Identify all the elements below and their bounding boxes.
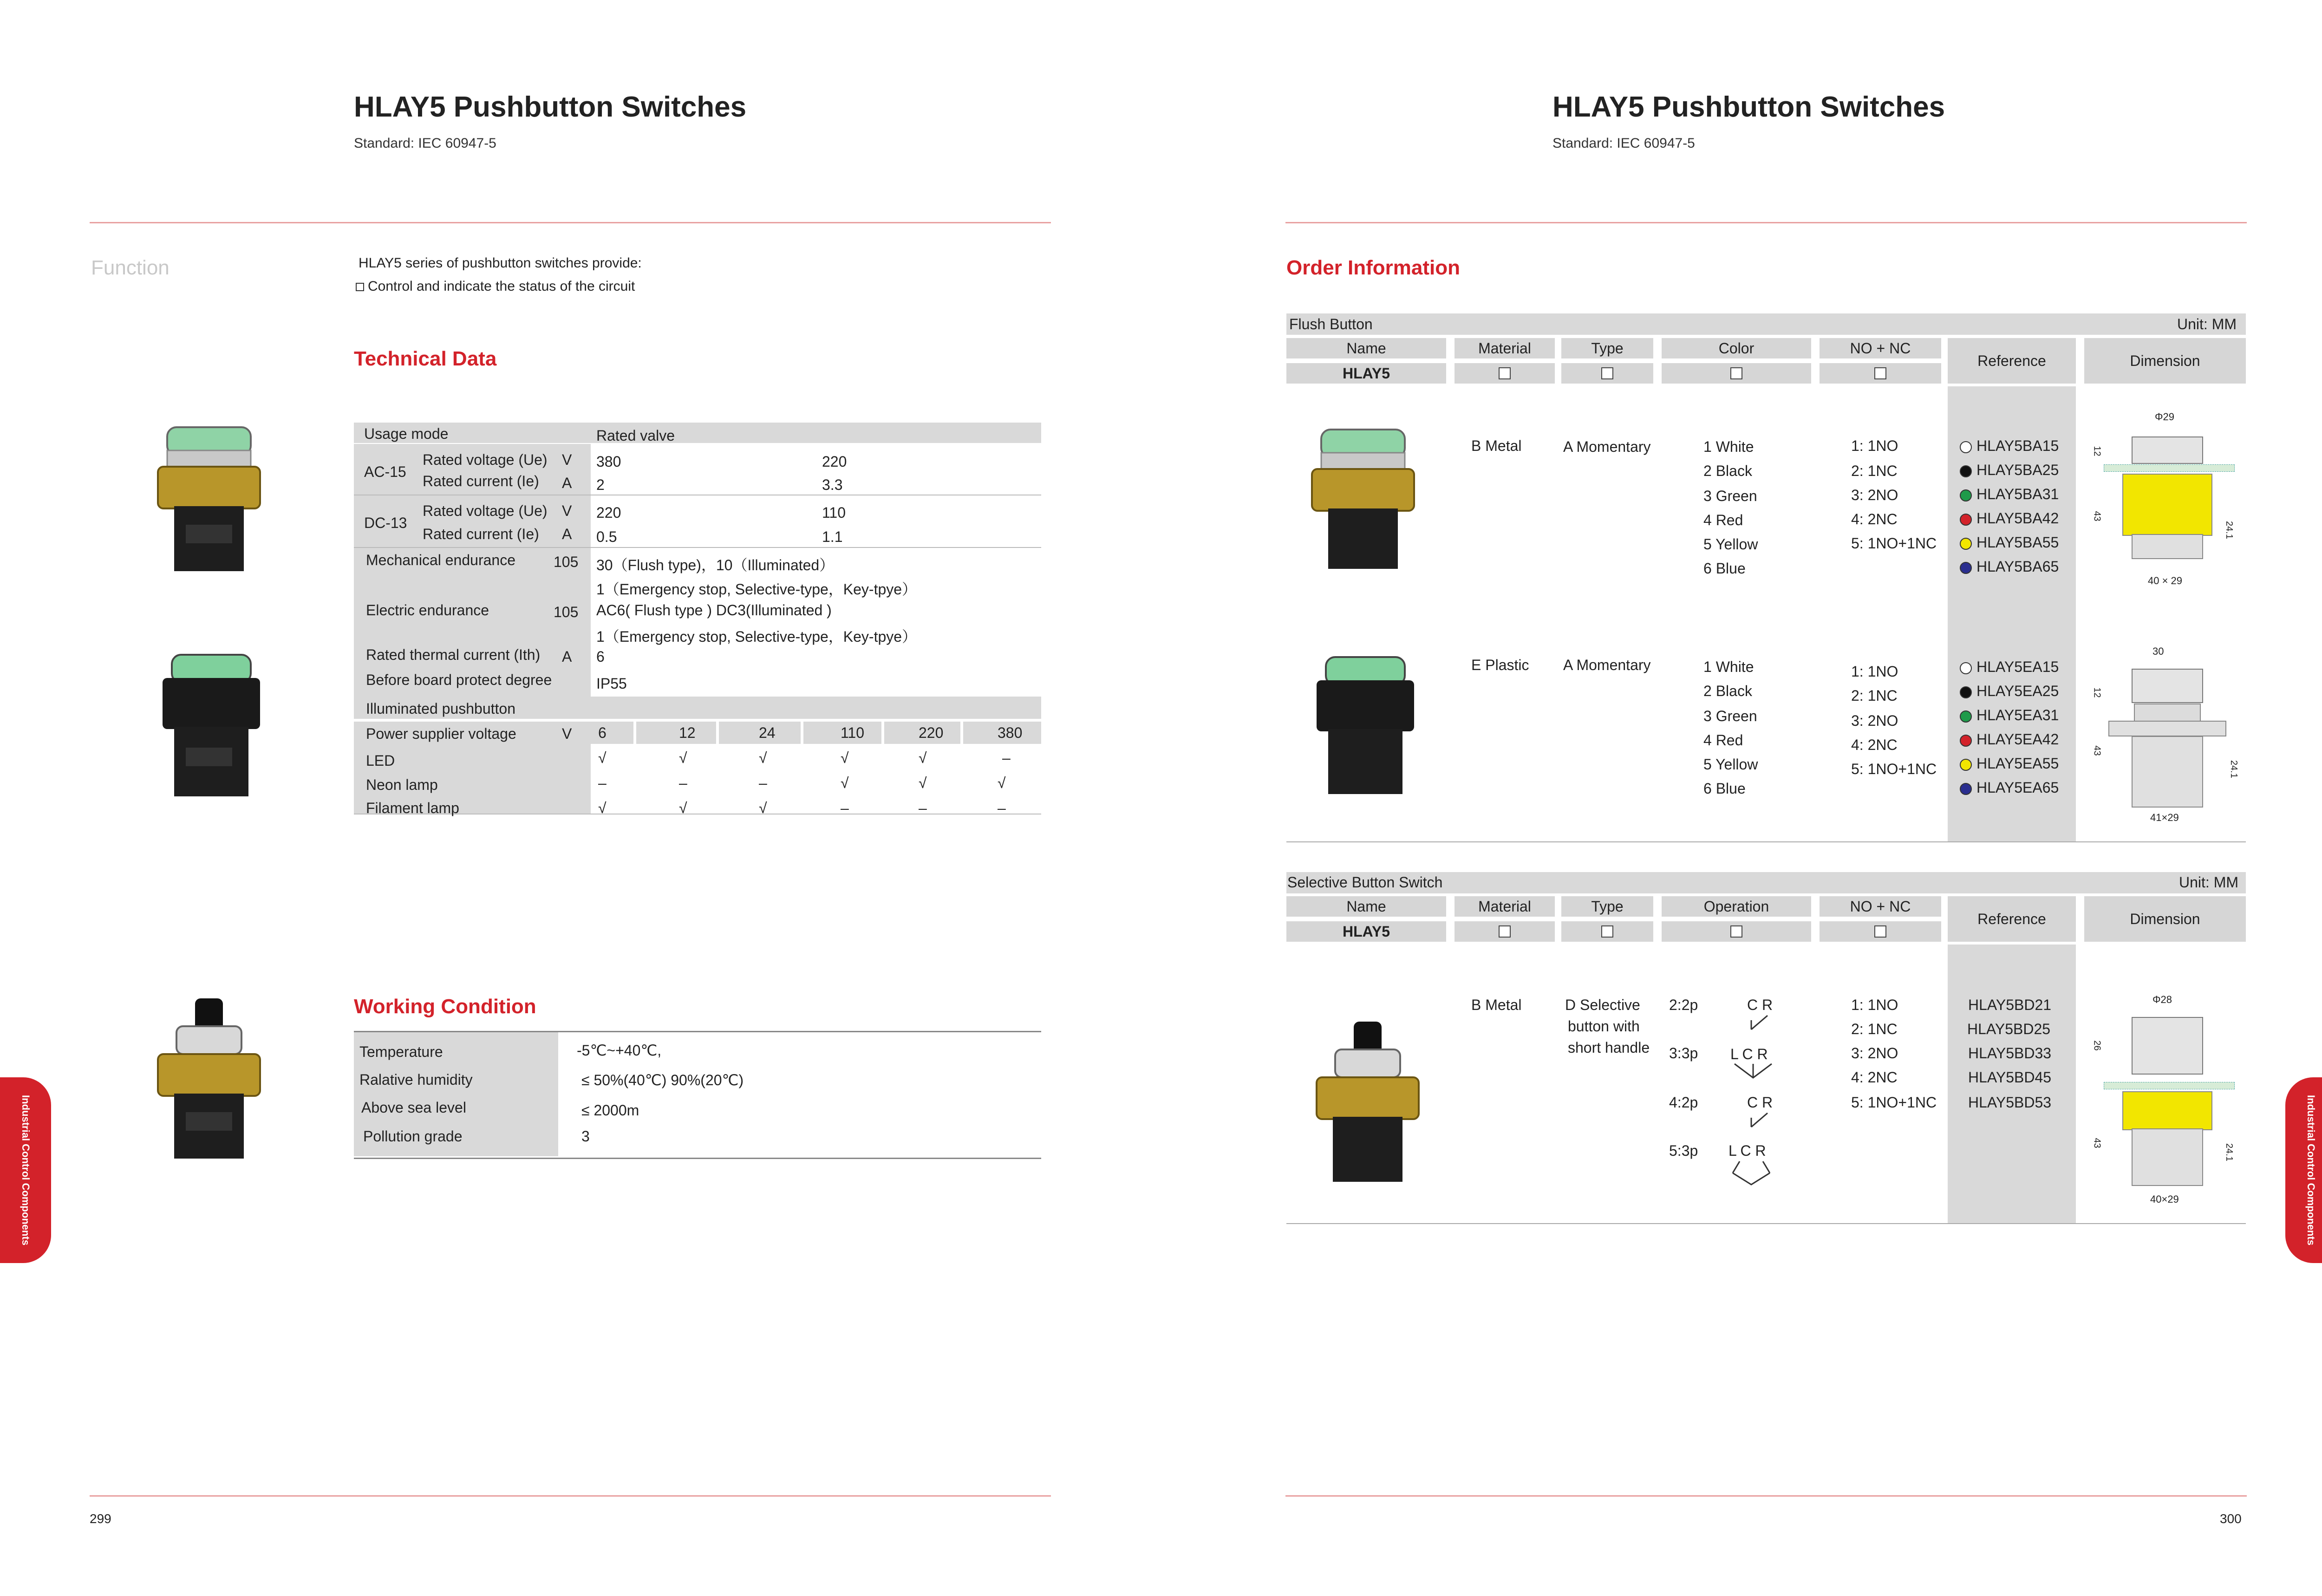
flush-header-dimension: Dimension: [2084, 338, 2246, 384]
thermal-unit: A: [562, 648, 572, 665]
flush-b2-ref-2: [1960, 683, 2059, 700]
function-intro: HLAY5 series of pushbutton switches provide:: [359, 255, 642, 271]
right-page-title: HLAY5 Pushbutton Switches: [1552, 91, 1945, 123]
filament-label: Filament lamp: [366, 800, 459, 816]
protect-value: IP55: [596, 675, 627, 692]
dc13-label: DC-13: [364, 515, 407, 531]
thermal-label: Rated thermal current (Ith): [366, 646, 541, 663]
flush-reference-column: [1948, 386, 2076, 841]
blue-dot-icon: [1960, 562, 1972, 574]
ref-text: HLAY5EA55: [1976, 755, 2059, 772]
selective-material-checkbox[interactable]: [1455, 921, 1555, 942]
selective-contact-5: 5: 1NO+1NC: [1851, 1094, 1937, 1111]
dc13-current-v1: 0.5: [596, 528, 617, 545]
ac15-voltage-v2: 220: [822, 453, 847, 470]
working-condition-table: [354, 1031, 1041, 1159]
op-3-letters: C R: [1747, 1094, 1773, 1111]
checkbox-icon: [1601, 925, 1613, 938]
flush-b1-color-1: 1 White: [1703, 438, 1754, 455]
voltage-24: 24: [759, 724, 776, 741]
flush-b1-color-3: 3 Green: [1703, 488, 1757, 504]
ref-text: HLAY5EA25: [1976, 683, 2059, 699]
selective-type-checkbox[interactable]: [1561, 921, 1653, 942]
left-page-title: HLAY5 Pushbutton Switches: [354, 91, 747, 123]
filament-mark-380: –: [998, 800, 1006, 816]
dim-bottom: 40×29: [2150, 1193, 2179, 1205]
flush-b2-contact-5: 5: 1NO+1NC: [1851, 761, 1937, 777]
led-mark-220: √: [919, 749, 927, 766]
flush-caption: Flush Button: [1289, 316, 1373, 332]
flush-header-reference: Reference: [1948, 338, 2076, 384]
selective-contact-4: 4: 2NC: [1851, 1069, 1898, 1086]
elec-label: Electric endurance: [366, 602, 489, 619]
flush-b1-dimension-drawing: [2094, 409, 2243, 594]
checkbox-bullet-icon: [356, 283, 364, 291]
flush-header-type: Type: [1561, 338, 1653, 358]
ref-text: HLAY5EA65: [1976, 779, 2059, 796]
selective-name-value: HLAY5: [1286, 921, 1446, 942]
ac15-current-label: Rated current (Ie): [423, 473, 539, 489]
white-dot-icon: [1960, 662, 1972, 674]
selective-contact-3: 3: 2NO: [1851, 1045, 1898, 1062]
dim-c: 24.1: [2228, 760, 2239, 778]
dim-b: 43: [2092, 745, 2102, 756]
flush-b1-color-2: 2 Black: [1703, 463, 1752, 479]
selective-nonc-checkbox[interactable]: [1820, 921, 1941, 942]
flush-b1-ref-4: [1960, 510, 2059, 527]
flush-b1-color-5: 5 Yellow: [1703, 536, 1758, 553]
flush-b2-color-5: 5 Yellow: [1703, 756, 1758, 773]
dim-bottom: 40 × 29: [2148, 575, 2183, 586]
flush-b2-ref-6: [1960, 779, 2059, 796]
red-dot-icon: [1960, 735, 1972, 747]
working-condition-heading: Working Condition: [354, 995, 536, 1018]
right-bottom-rule: [1285, 1495, 2247, 1497]
selective-header-dimension: Dimension: [2084, 896, 2246, 942]
flush-b1-ref-6: [1960, 558, 2059, 575]
flush-b2-contact-1: 1: 1NO: [1851, 663, 1898, 680]
dim-a: 12: [2092, 687, 2102, 698]
flush-b2-color-4: 4 Red: [1703, 732, 1743, 749]
flush-b2-color-1: 1 White: [1703, 658, 1754, 675]
checkbox-icon: [1499, 367, 1511, 379]
neon-label: Neon lamp: [366, 776, 438, 793]
flush-b2-color-3: 3 Green: [1703, 708, 1757, 724]
op-1-arrow-icon: [1749, 1013, 1772, 1032]
voltage-6: 6: [598, 724, 607, 741]
left-side-tab-label: Industrial Control Components: [20, 1095, 32, 1245]
flush-b1-color-6: 6 Blue: [1703, 560, 1746, 577]
selective-button-photo: [153, 994, 269, 1166]
mech-label: Mechanical endurance: [366, 552, 515, 568]
power-label: Power supplier voltage: [366, 725, 516, 742]
selective-header-material: Material: [1455, 896, 1555, 917]
left-side-tab: [0, 1077, 51, 1263]
flush-button-metal-photo: [153, 423, 269, 580]
flush-b1-ref-2: [1960, 462, 2059, 479]
led-mark-110: √: [841, 749, 849, 766]
order-info-heading: Order Information: [1286, 256, 1461, 279]
selective-caption: Selective Button Switch: [1287, 874, 1443, 891]
right-side-tab: [2285, 1077, 2322, 1263]
left-standard: Standard: IEC 60947-5: [354, 136, 496, 151]
flush-b1-contact-4: 4: 2NC: [1851, 511, 1898, 528]
ref-text: HLAY5BA31: [1976, 486, 2059, 502]
selective-header-name: Name: [1286, 896, 1446, 917]
neon-mark-110: √: [841, 775, 849, 791]
dim-b: 43: [2092, 511, 2102, 521]
flush-b2-contact-3: 3: 2NO: [1851, 712, 1898, 729]
right-standard: Standard: IEC 60947-5: [1552, 136, 1695, 151]
yellow-dot-icon: [1960, 759, 1972, 771]
filament-mark-220: –: [919, 800, 927, 816]
black-dot-icon: [1960, 465, 1972, 477]
right-side-tab-label: Industrial Control Components: [2305, 1095, 2317, 1245]
working-value-temperature: -5℃~+40℃,: [577, 1042, 662, 1059]
selective-header-reference: Reference: [1948, 896, 2076, 942]
ref-text: HLAY5BA42: [1976, 510, 2059, 527]
flush-name-value: HLAY5: [1286, 363, 1446, 384]
dim-b: 43: [2092, 1138, 2102, 1148]
flush-header-material: Material: [1455, 338, 1555, 358]
flush-b2-ref-1: [1960, 658, 2059, 676]
flush-b1-ref-3: [1960, 486, 2059, 503]
left-top-rule: [90, 222, 1051, 223]
op-3-arrow-icon: [1749, 1111, 1772, 1129]
header-usage: Usage mode: [364, 425, 449, 442]
working-value-pollution: 3: [581, 1128, 590, 1145]
power-unit: V: [562, 725, 572, 742]
dim-c: 24.1: [2224, 1143, 2234, 1161]
op-3-pos: 4:2p: [1669, 1094, 1698, 1111]
flush-button-plastic-photo: [153, 650, 269, 803]
voltage-12: 12: [679, 724, 696, 741]
flush-b2-type: A Momentary: [1563, 657, 1651, 673]
ref-text: HLAY5BA15: [1976, 437, 2059, 454]
flush-b1-type: A Momentary: [1563, 438, 1651, 455]
flush-b2-contact-2: 2: 1NC: [1851, 687, 1898, 704]
selective-type-line-1: D Selective: [1565, 997, 1640, 1013]
filament-mark-110: –: [841, 800, 849, 816]
technical-data-table: [354, 423, 1041, 827]
flush-b1-color-4: 4 Red: [1703, 512, 1743, 528]
flush-material-checkbox[interactable]: [1455, 363, 1555, 384]
flush-b1-material: B Metal: [1471, 437, 1522, 454]
mech-value-2: 1（Emergency stop, Selective-type，Key-tpye）: [596, 581, 917, 598]
flush-plastic-photo: [1307, 652, 1423, 801]
flush-unit: Unit: MM: [2177, 316, 2237, 332]
working-value-humidity: ≤ 50%(40℃) 90%(20℃): [581, 1072, 744, 1088]
neon-mark-24: –: [759, 775, 767, 791]
voltage-220: 220: [919, 724, 944, 741]
ref-text: HLAY5EA42: [1976, 731, 2059, 748]
dc13-current-unit: A: [562, 526, 572, 542]
ac15-current-v2: 3.3: [822, 476, 843, 493]
selective-ref-5: HLAY5BD53: [1968, 1094, 2052, 1111]
flush-metal-photo: [1307, 425, 1423, 573]
selective-material: B Metal: [1471, 997, 1522, 1013]
op-1-pos: 2:2p: [1669, 997, 1698, 1013]
flush-b1-contact-2: 2: 1NC: [1851, 463, 1898, 479]
op-2-arrow-icon: [1732, 1062, 1774, 1080]
ref-text: HLAY5BA25: [1976, 462, 2059, 478]
dc13-voltage-label: Rated voltage (Ue): [423, 502, 548, 519]
selective-type-line-2: button with: [1568, 1018, 1640, 1035]
protect-label: Before board protect degree: [366, 671, 552, 688]
ac15-label: AC-15: [364, 463, 406, 480]
flush-header-name: Name: [1286, 338, 1446, 358]
right-page-number: 300: [2220, 1511, 2242, 1526]
right-top-rule: [1285, 222, 2247, 223]
table-header-row: [354, 423, 1041, 443]
dim-a: 26: [2092, 1040, 2102, 1051]
selective-header-nonc: NO + NC: [1820, 896, 1941, 917]
op-2-pos: 3:3p: [1669, 1045, 1698, 1062]
ref-text: HLAY5BA55: [1976, 534, 2059, 551]
ac15-current-v1: 2: [596, 476, 605, 493]
led-mark-380: –: [1002, 749, 1011, 766]
black-dot-icon: [1960, 686, 1972, 698]
voltage-380: 380: [998, 724, 1023, 741]
ref-text: HLAY5EA15: [1976, 658, 2059, 675]
flush-b2-color-6: 6 Blue: [1703, 780, 1746, 797]
elec-unit: 105: [554, 604, 579, 620]
op-4-arrow-icon: [1730, 1159, 1772, 1187]
op-1-letters: C R: [1747, 997, 1773, 1013]
working-label-pollution: Pollution grade: [363, 1128, 463, 1145]
flush-b1-ref-1: [1960, 437, 2059, 455]
flush-b2-contact-4: 4: 2NC: [1851, 736, 1898, 753]
selective-operation-checkbox[interactable]: [1662, 921, 1811, 942]
filament-mark-24: √: [759, 800, 767, 816]
led-mark-12: √: [679, 749, 687, 766]
checkbox-icon: [1499, 925, 1511, 938]
left-page-number: 299: [90, 1511, 111, 1526]
checkbox-icon: [1730, 367, 1742, 379]
left-bottom-rule: [90, 1495, 1051, 1497]
flush-nonc-checkbox[interactable]: [1820, 363, 1941, 384]
dc13-current-v2: 1.1: [822, 528, 843, 545]
selective-type-line-3: short handle: [1568, 1039, 1650, 1056]
filament-mark-12: √: [679, 800, 687, 816]
dim-bottom: 41×29: [2150, 812, 2179, 823]
selective-switch-photo: [1312, 1017, 1423, 1189]
led-mark-24: √: [759, 749, 767, 766]
selective-header-operation: Operation: [1662, 896, 1811, 917]
led-mark-6: √: [598, 749, 607, 766]
selective-ref-3: HLAY5BD33: [1968, 1045, 2052, 1062]
neon-mark-380: √: [998, 775, 1006, 791]
neon-mark-6: –: [598, 775, 607, 791]
flush-type-checkbox[interactable]: [1561, 363, 1653, 384]
ac15-voltage-v1: 380: [596, 453, 621, 470]
technical-data-heading: Technical Data: [354, 347, 497, 370]
mech-unit: 105: [554, 554, 579, 570]
ref-text: HLAY5EA31: [1976, 707, 2059, 723]
green-dot-icon: [1960, 489, 1972, 502]
flush-b2-ref-4: [1960, 731, 2059, 748]
selective-ref-1: HLAY5BD21: [1968, 997, 2052, 1013]
checkbox-icon: [1601, 367, 1613, 379]
mech-value-1: 30（Flush type)，10（Illuminated）: [596, 557, 835, 573]
selective-dimension-drawing: [2094, 989, 2243, 1212]
flush-b2-ref-3: [1960, 707, 2059, 724]
selective-ref-4: HLAY5BD45: [1968, 1069, 2052, 1086]
working-value-sea-level: ≤ 2000m: [581, 1102, 639, 1119]
selective-header-type: Type: [1561, 896, 1653, 917]
op-4-pos: 5:3p: [1669, 1142, 1698, 1159]
ref-text: HLAY5BA65: [1976, 558, 2059, 575]
illum-header: Illuminated pushbutton: [366, 700, 515, 717]
dim-a: 12: [2092, 446, 2102, 456]
selective-ref-2: HLAY5BD25: [1967, 1021, 2051, 1037]
selective-contact-2: 2: 1NC: [1851, 1021, 1898, 1037]
checkbox-icon: [1874, 367, 1886, 379]
dim-top: Φ29: [2155, 411, 2175, 423]
filament-mark-6: √: [598, 800, 607, 816]
neon-mark-220: √: [919, 775, 927, 791]
flush-b2-ref-5: [1960, 755, 2059, 772]
red-dot-icon: [1960, 514, 1972, 526]
header-rated: Rated valve: [596, 427, 675, 444]
ac15-current-unit: A: [562, 475, 572, 491]
dim-top: Φ28: [2152, 994, 2172, 1005]
working-label-sea-level: Above sea level: [361, 1099, 466, 1116]
ac15-voltage-label: Rated voltage (Ue): [423, 451, 548, 468]
dc13-voltage-v2: 110: [822, 504, 846, 521]
elec-value-1: AC6( Flush type ) DC3(Illuminated ): [596, 602, 832, 619]
led-label: LED: [366, 752, 395, 769]
selective-contact-1: 1: 1NO: [1851, 997, 1898, 1013]
flush-caption-bar: [1286, 313, 2246, 335]
flush-b1-ref-5: [1960, 534, 2059, 551]
flush-b1-contact-1: 1: 1NO: [1851, 437, 1898, 454]
checkbox-icon: [1730, 925, 1742, 938]
flush-color-checkbox[interactable]: [1662, 363, 1811, 384]
flush-header-color: Color: [1662, 338, 1811, 358]
op-2-letters: L C R: [1730, 1046, 1768, 1062]
white-dot-icon: [1960, 441, 1972, 453]
op-4-letters: L C R: [1728, 1142, 1766, 1159]
flush-b1-contact-5: 5: 1NO+1NC: [1851, 535, 1937, 552]
checkbox-icon: [1874, 925, 1886, 938]
dim-c: 24.1: [2224, 521, 2234, 539]
dc13-voltage-unit: V: [562, 502, 572, 519]
flush-b2-color-2: 2 Black: [1703, 683, 1752, 699]
flush-header-nonc: NO + NC: [1820, 338, 1941, 358]
flush-b2-material: E Plastic: [1471, 657, 1529, 673]
ac15-voltage-unit: V: [562, 451, 572, 468]
flush-b1-contact-3: 3: 2NO: [1851, 487, 1898, 503]
dim-top: 30: [2152, 645, 2164, 657]
function-label: Function: [91, 256, 170, 279]
dc13-voltage-v1: 220: [596, 504, 621, 521]
selective-unit: Unit: MM: [2179, 874, 2238, 891]
neon-mark-12: –: [679, 775, 687, 791]
yellow-dot-icon: [1960, 538, 1972, 550]
elec-value-2: 1（Emergency stop, Selective-type，Key-tpye）: [596, 628, 917, 645]
thermal-value: 6: [596, 648, 605, 665]
green-dot-icon: [1960, 710, 1972, 723]
voltage-110: 110: [841, 724, 865, 741]
flush-b2-dimension-drawing: [2094, 645, 2243, 831]
blue-dot-icon: [1960, 783, 1972, 795]
working-label-temperature: Temperature: [359, 1043, 443, 1060]
function-bullet-row: [356, 279, 635, 294]
dc13-current-label: Rated current (Ie): [423, 526, 539, 542]
function-bullet: Control and indicate the status of the circuit: [368, 279, 635, 294]
working-label-humidity: Ralative humidity: [359, 1071, 473, 1088]
